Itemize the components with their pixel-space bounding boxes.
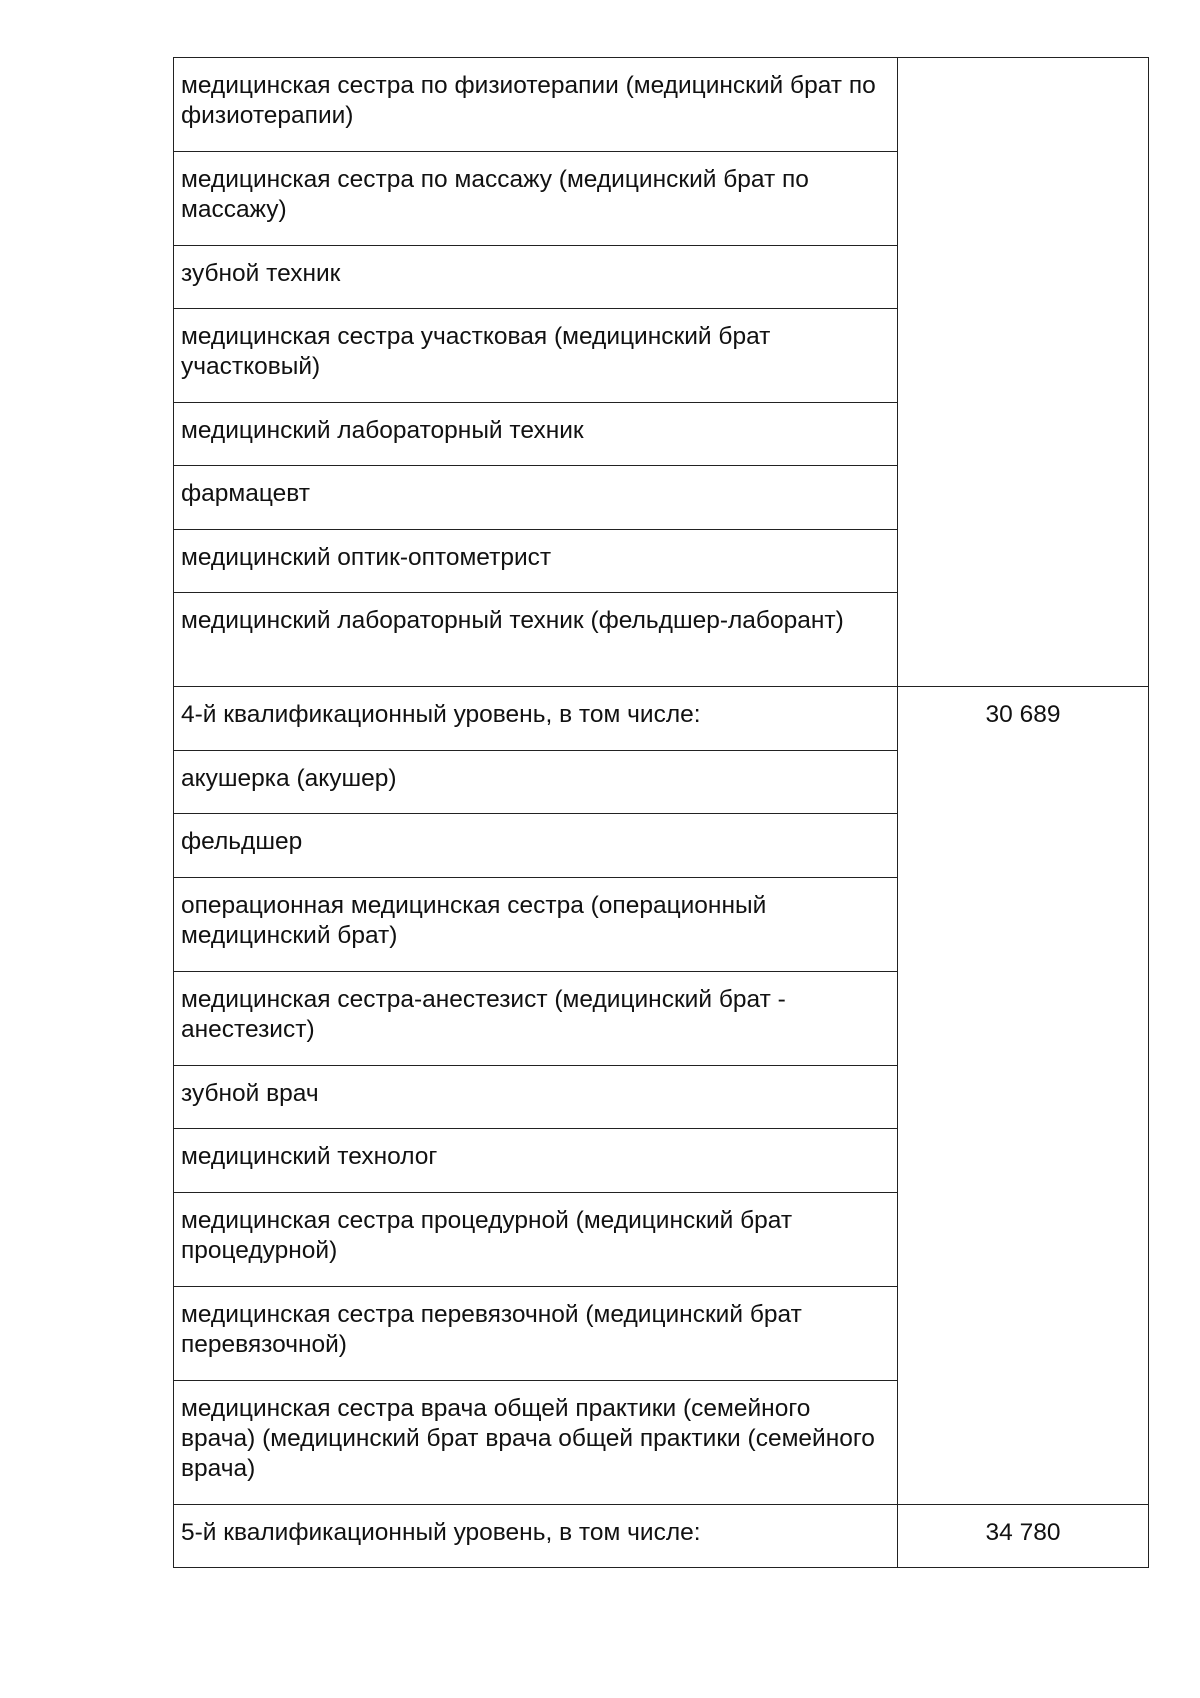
position-cell: медицинская сестра по массажу (медицинский брат по массажу) xyxy=(174,152,898,246)
position-cell: медицинская сестра перевязочной (медицинский брат перевязочной) xyxy=(174,1287,898,1381)
table-row xyxy=(174,58,1149,152)
position-cell: медицинская сестра процедурной (медицинский брат процедурной) xyxy=(174,1193,898,1287)
position-cell: операционная медицинская сестра (операционный медицинский брат) xyxy=(174,878,898,972)
position-cell: медицинская сестра участковая (медицинский брат участковый) xyxy=(174,309,898,403)
salary-cell-empty xyxy=(898,58,1149,687)
position-cell: медицинский технолог xyxy=(174,1129,898,1193)
salary-table xyxy=(173,57,1149,1568)
position-cell: фармацевт xyxy=(174,466,898,530)
position-cell: фельдшер xyxy=(174,814,898,878)
qualification-level-row xyxy=(174,1505,1149,1568)
qualification-level-row xyxy=(174,687,1149,751)
qualification-level-label: 5-й квалификационный уровень, в том числе: xyxy=(174,1505,898,1568)
position-cell: зубной техник xyxy=(174,246,898,309)
position-cell: медицинский лабораторный техник xyxy=(174,403,898,466)
position-cell: медицинская сестра по физиотерапии (медицинский брат по физиотерапии) xyxy=(174,58,898,152)
salary-value: 30 689 xyxy=(898,687,1149,1505)
position-cell: медицинский лабораторный техник (фельдшер-лаборант) xyxy=(174,593,898,687)
position-cell: медицинская сестра врача общей практики (семейного врача) (медицинский брат врача общей практики (семейного врача) xyxy=(174,1381,898,1505)
position-cell: медицинский оптик-оптометрист xyxy=(174,530,898,593)
position-cell: медицинская сестра-анестезист (медицинский брат - анестезист) xyxy=(174,972,898,1066)
salary-value: 34 780 xyxy=(898,1505,1149,1568)
position-cell: акушерка (акушер) xyxy=(174,751,898,814)
position-cell: зубной врач xyxy=(174,1066,898,1129)
qualification-level-label: 4-й квалификационный уровень, в том числе: xyxy=(174,687,898,751)
